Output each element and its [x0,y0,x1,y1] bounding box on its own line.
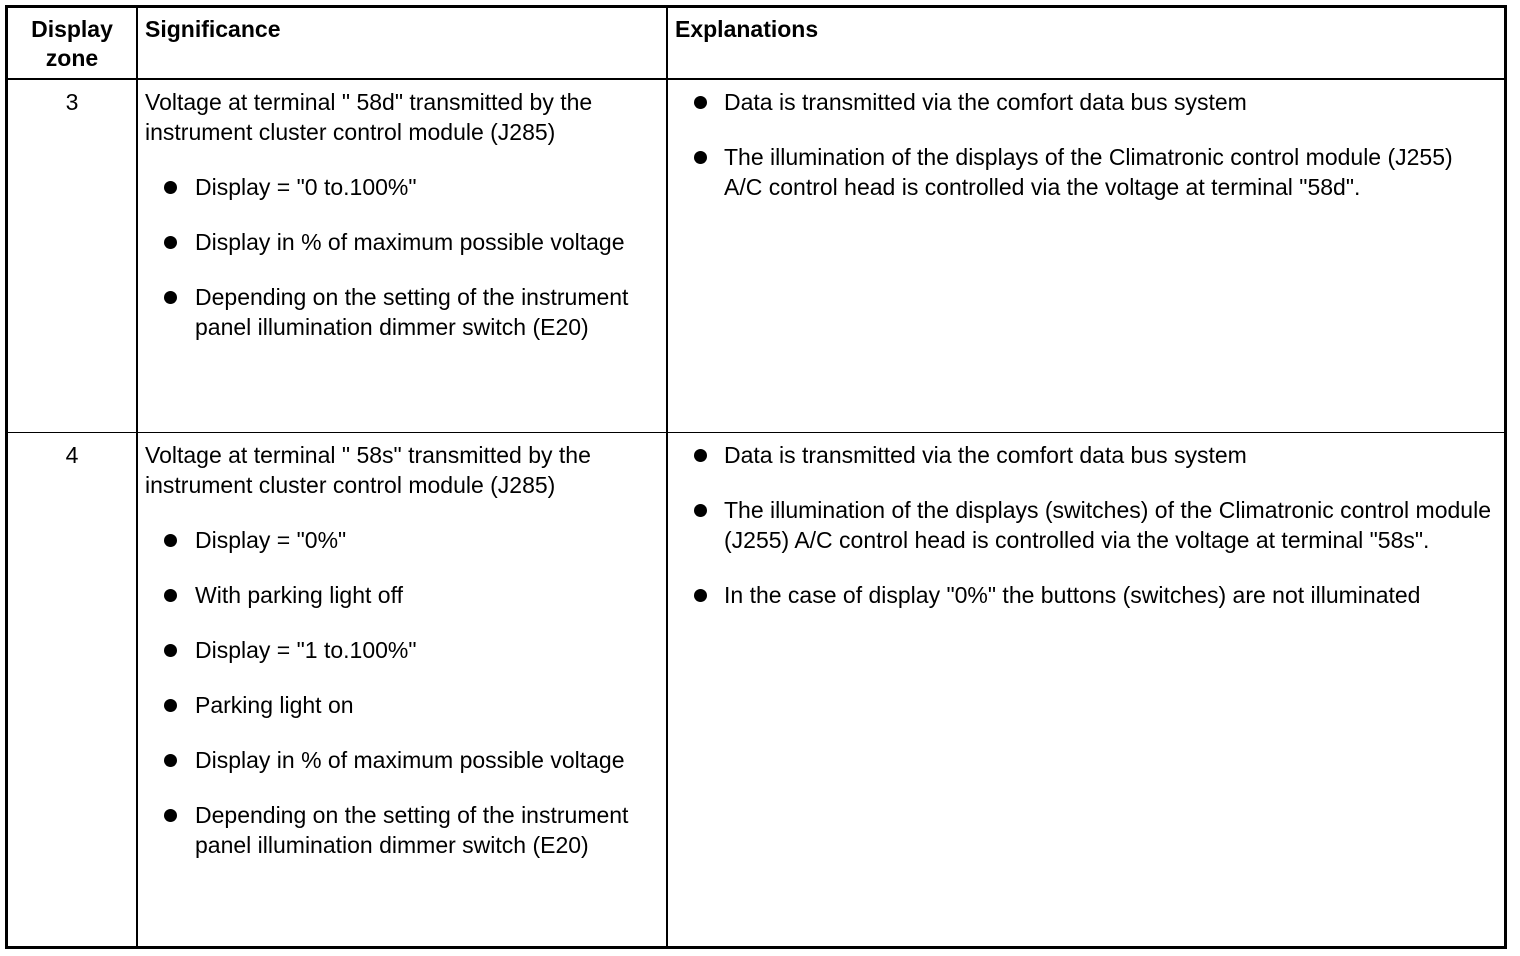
bullet-icon [694,589,707,602]
table-header-row [8,8,1504,80]
significance-lead: Voltage at terminal " 58d" transmitted by the instrument cluster control module (J285) [145,89,593,145]
list-item-text: Depending on the setting of the instrument panel illumination dimmer switch (E20) [195,284,629,340]
list-item [195,580,662,610]
table-row [8,80,1504,433]
bullet-icon [694,449,707,462]
list-item-text: Display = "0 to.100%" [195,174,417,200]
list-item-text: Display in % of maximum possible voltage [195,229,625,255]
bullet-icon [694,96,707,109]
list-item-text: In the case of display "0%" the buttons (switches) are not illuminated [724,582,1421,608]
list-item-text: With parking light off [195,582,403,608]
zone-cell [8,80,138,432]
bullet-icon [164,809,177,822]
zone-value: 4 [65,442,79,468]
header-explanations-label: Explanations [675,16,819,42]
bullet-icon [164,291,177,304]
bullet-icon [164,754,177,767]
list-item-text: Display in % of maximum possible voltage [195,747,625,773]
explanations-bullet-list [668,80,1504,202]
list-item-text: Depending on the setting of the instrument panel illumination dimmer switch (E20) [195,802,629,858]
table-row [8,433,1504,946]
bullet-icon [164,181,177,194]
header-significance-label: Significance [145,16,281,42]
list-item-text: The illumination of the displays of the Climatronic control module (J255) A/C control head is controlled via the voltage at terminal "58d". [724,144,1453,200]
bullet-icon [164,534,177,547]
list-item-text: Parking light on [195,692,354,718]
header-cell-explanations [668,8,1504,78]
bullet-icon [164,236,177,249]
display-zone-table [5,5,1507,949]
explanations-bullet-list [668,433,1504,610]
bullet-icon [164,589,177,602]
list-item [195,525,662,555]
significance-bullet-list [138,525,666,860]
list-item-text: Display = "1 to.100%" [195,637,417,663]
list-item [195,635,662,665]
list-item [724,142,1496,202]
header-cell-significance [138,8,668,78]
significance-lead: Voltage at terminal " 58s" transmitted by the instrument cluster control module (J285) [145,442,591,498]
list-item [195,282,662,342]
significance-cell [138,80,668,432]
list-item [195,745,662,775]
significance-cell [138,433,668,946]
list-item [724,440,1496,470]
zone-value: 3 [65,89,79,115]
header-cell-zone [8,8,138,78]
explanations-cell [668,433,1504,946]
list-item-text: The illumination of the displays (switches) of the Climatronic control module (J255) A/C control head is controlled via the voltage at terminal "58s". [724,497,1491,553]
bullet-icon [694,151,707,164]
list-item-text: Display = "0%" [195,527,347,553]
zone-cell [8,433,138,946]
explanations-cell [668,80,1504,432]
list-item [195,690,662,720]
list-item-text: Data is transmitted via the comfort data bus system [724,442,1247,468]
list-item-text: Data is transmitted via the comfort data bus system [724,89,1247,115]
significance-bullet-list [138,172,666,342]
list-item [724,580,1496,610]
bullet-icon [694,504,707,517]
header-zone-label: Display zone [31,16,113,71]
list-item [724,87,1496,117]
list-item [195,227,662,257]
bullet-icon [164,699,177,712]
list-item [195,800,662,860]
bullet-icon [164,644,177,657]
list-item [195,172,662,202]
list-item [724,495,1496,555]
